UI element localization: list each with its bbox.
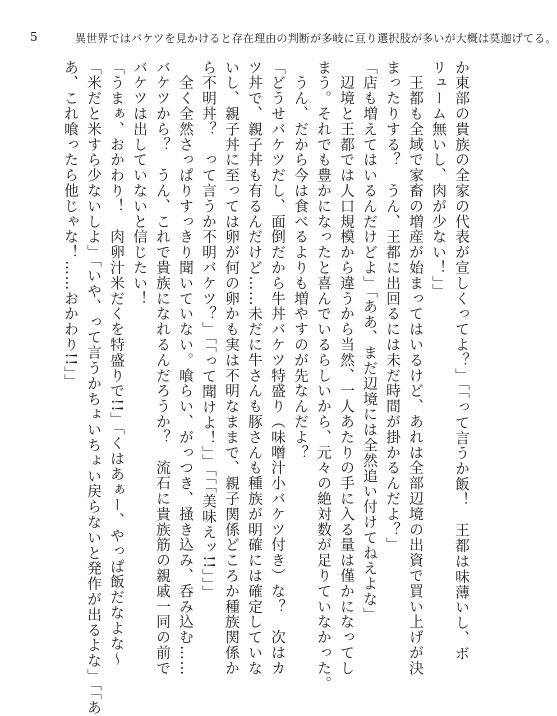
text-line: リューム無いし、肉が少ない！」」: [430, 60, 446, 300]
text-line: 「店も増えてはいるんだけどよ」「ああ、まだ辺境には全然追い付けてねえよな」: [361, 60, 377, 623]
body-text: [60, 60, 472, 716]
text-line: バケツから？ うん、これで貴族になれるんだろうか？ 流石に貴族筋の親戚一同の前で: [154, 60, 170, 676]
page-number: 5: [30, 30, 38, 44]
text-line: まったりする？ うん、王都に出回るには未だ時間が掛かるんだよ？」: [384, 60, 400, 553]
text-line: 王都も全域で家畜の増産が始まってはいるけど、あれは全部辺境の出資で買い上げが決: [407, 60, 423, 676]
running-header-title: 異世界ではバケツを見かけると存在理由の判断が多岐に亘り選択肢が多いが大概は莫迦げてる。: [75, 32, 557, 45]
text-line: 辺境と王都では人口規模から違うから当然、一人あたりの手に入る量は僅かになってし: [338, 60, 354, 676]
text-line: 全く全然さっぱりすっきり聞いていない。喰らい、がっつき、掻き込み、呑み込む……: [177, 60, 193, 676]
text-line: 「どうせバケツだし、面倒だから牛丼バケツ特盛り（味噌汁小バケツ付き）な？ 次はカ: [269, 60, 285, 676]
text-line: バケツは出していないと信じたい！: [131, 60, 147, 307]
text-line: うん、だから今は食べるよりも増やすのが先なんだよ？: [292, 60, 308, 461]
text-line: ツ丼で、親子丼も有るんだけど……未だに牛さんも豚さんも種族が明確には確定していな: [246, 60, 262, 676]
text-line: ら不明丼？ って言うか不明バケツ？」「「って聞けよ！」」「「「美味えッ!!」」」: [200, 60, 216, 601]
text-line: いし、親子丼に至っては卵が何の卵かも実は不明なままで、親子関係どころか種族関係か: [223, 60, 239, 676]
text-line: 「米だと米すら少ないしよ」「いや、って言うかちょいちょい戻らないと発作が出るよな」「「あ: [85, 60, 101, 716]
text-line: 「うまぁ、おかわり！ 肉卵汁米だくを特盛りで!!」「くはあぁー、やっぱ飯だなよな～: [108, 60, 124, 667]
text-line: あ、これ喰ったら他じゃな！……おかわり!!」」: [62, 60, 78, 390]
text-line: まう。それでも豊かになったと喜んでいるらしいから、元々の絶対数が足りていなかった。: [315, 60, 331, 692]
text-line: か東部の貴族の全家の代表が宣しくってよ？」「「って言うか飯！ 王都は味薄いし、ボ: [453, 60, 469, 662]
